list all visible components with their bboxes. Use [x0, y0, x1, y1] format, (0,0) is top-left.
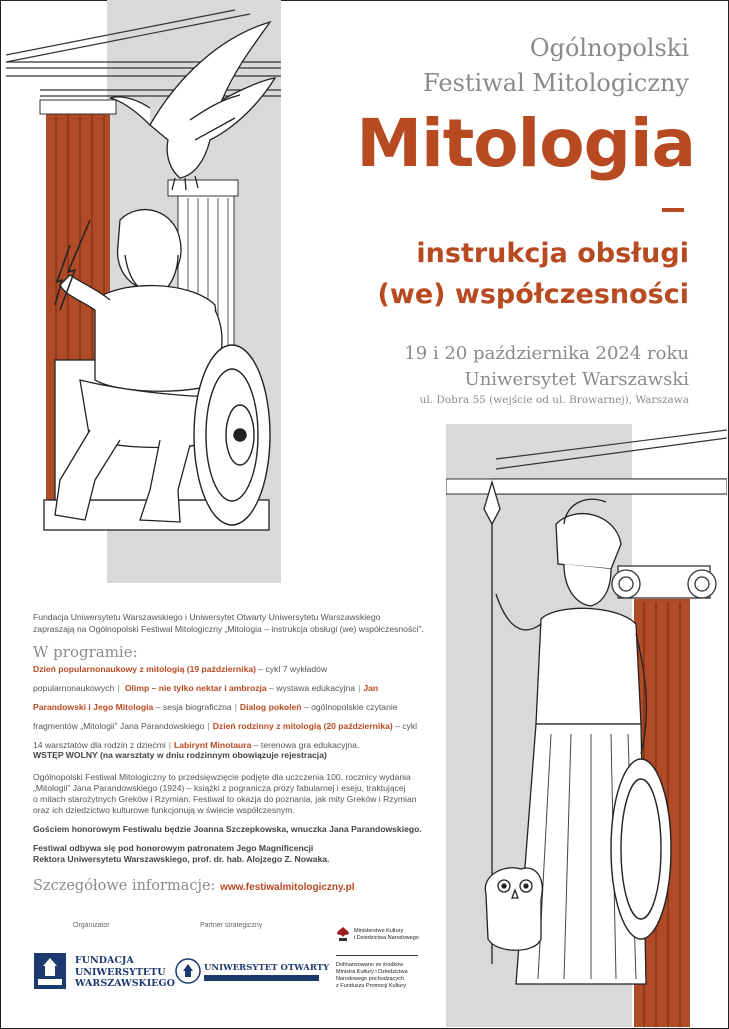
title-dash [662, 208, 684, 212]
program-item-6-name: Labirynt Minotaura [174, 740, 252, 750]
website-link[interactable]: www.festiwalmitologiczny.pl [220, 882, 355, 893]
athena-bodice [536, 608, 641, 724]
more-info [33, 878, 355, 894]
program-item-3-desc: – sesja biograficzna [153, 702, 232, 712]
program-separator: | [207, 721, 210, 731]
fundacja-line3: WARSZAWSKIEGO [75, 978, 175, 989]
subtitle-line1: instrukcja obsługi [416, 238, 689, 269]
description-line2: „Mitologii” Jana Parandowskiego (1924) – książki z pogranicza prozy fabularnej i eseju, traktującej [33, 783, 406, 793]
fundacja-crest-icon [33, 952, 67, 990]
fundacja-line1: FUNDACJA [75, 955, 134, 966]
funding-line4: z Funduszu Promocji Kultury [336, 983, 406, 989]
uo-logo-text: UNIWERSYTET OTWARTY [204, 963, 330, 973]
program-item-5-name: Dzień rodzinny z mitologią (20 października) [212, 721, 393, 731]
architrave [446, 479, 727, 494]
uo-seal-icon [175, 958, 201, 984]
more-info-label: Szczegółowe informacje: [33, 878, 216, 894]
funding-line3: Narodowego pochodzących [336, 976, 404, 982]
program-heading: W programie: [33, 643, 138, 661]
patronage-line2: Rektora Uniwersytetu Warszawskiego, prof. dr. hab. Alojzego Z. Nowaka. [33, 854, 330, 864]
program-item-6-desc: – terenowa gra edukacyjna. [251, 740, 360, 750]
event-date: 19 i 20 października 2024 roku [404, 343, 689, 364]
event-venue: Uniwersytet Warszawski [464, 369, 689, 390]
program-item-5-desc: – cykl 14 warsztatów dla rodzin z dziećmi [33, 721, 418, 750]
subtitle-line2: (we) współczesności [377, 279, 689, 310]
gray-column-capital [168, 180, 238, 196]
patronage-line1: Festiwal odbywa się pod honorowym patronatem Jego Magnificencji [33, 843, 314, 853]
honorary-guest: Gościem honorowym Festiwalu będzie Joanna Szczepkowska, wnuczka Jana Parandowskiego. [33, 824, 422, 834]
program-item-1-desc: – cykl 7 wykładów popularnonaukowych [33, 664, 328, 693]
program-separator: | [234, 702, 237, 712]
ministry-line2: i Dziedzictwa Narodowego [354, 935, 419, 941]
program-separator: | [358, 683, 361, 693]
athena-illustration [446, 424, 727, 1027]
funding-line2: Ministra Kultury i Dziedzictwa [336, 969, 408, 975]
ionic-capital [612, 566, 716, 598]
program-separator: | [168, 740, 172, 750]
main-title: Mitologia [356, 105, 695, 182]
uo-logo-bar [204, 975, 319, 981]
program-item-2-desc: – wystawa edukacyjna [266, 683, 356, 693]
athena-shield-icon [611, 759, 671, 939]
partner-label: Partner strategiczny [200, 922, 263, 929]
ministry-divider [336, 955, 418, 956]
intro-line1: Fundacja Uniwersytetu Warszawskiego i Uniwersytet Otwarty Uniwersytetu Warszawskiego [33, 612, 381, 622]
event-address: ul. Dobra 55 (wejście od ul. Browarnej), Warszawa [419, 394, 689, 406]
fundacja-line2: UNIWERSYTETU [75, 966, 166, 978]
ministry-eagle-icon [336, 926, 350, 942]
column-capital [40, 100, 116, 114]
pre-title-line1: Ogólnopolski [529, 34, 689, 62]
fundacja-logo-text [75, 955, 175, 990]
owl-icon [485, 868, 542, 951]
description-line4: oraz ich dziedzictwo kulturowe funkcjonują w świecie współczesnym. [33, 805, 295, 815]
free-entry: WSTĘP WOLNY (na warsztaty w dniu rodzinnym obowiązuje rejestracja) [33, 750, 327, 760]
program-item-4-desc: – ogólnopolskie czytanie fragmentów „Mitologii” Jana Parandowskiego [33, 702, 398, 731]
ministry-line1: Ministerstwo Kultury [354, 928, 404, 934]
funding-line1: Dofinansowano ze środków [336, 962, 404, 968]
intro-line2: zapraszają na Ogólnopolski Festiwal Mitologiczny „Mitologia – instrukcja obsługi (we) współczesności”. [33, 624, 424, 634]
program-item-2-name: Olimp – nie tylko nektar i ambrozja [124, 683, 267, 693]
pre-title-line2: Festiwal Mitologiczny [423, 69, 689, 97]
organizer-label: Organizator [73, 922, 110, 929]
description-line1: Ogólnopolski Festiwal Mitologiczny to przedsięwzięcie podjęte dla uczczenia 100. rocznicy wydania [33, 772, 411, 782]
shield-icon [194, 345, 270, 525]
program-item-3-name: Jan Parandowski i Jego Mitologia [33, 683, 379, 712]
program-item-1-name: Dzień popularnonaukowy z mitologią (19 października) [33, 664, 256, 674]
zeus-illustration [0, 0, 285, 585]
funding-text [336, 962, 408, 990]
program-item-4-name: Dialog pokoleń [239, 702, 302, 712]
program-list [33, 660, 418, 755]
description-line3: o mitach starożytnych Greków i Rzymian. Festiwal to okazja do poznania, jak mity Greków i Rzymian [33, 794, 417, 804]
ministry-text [354, 928, 419, 942]
program-separator: | [117, 683, 120, 693]
